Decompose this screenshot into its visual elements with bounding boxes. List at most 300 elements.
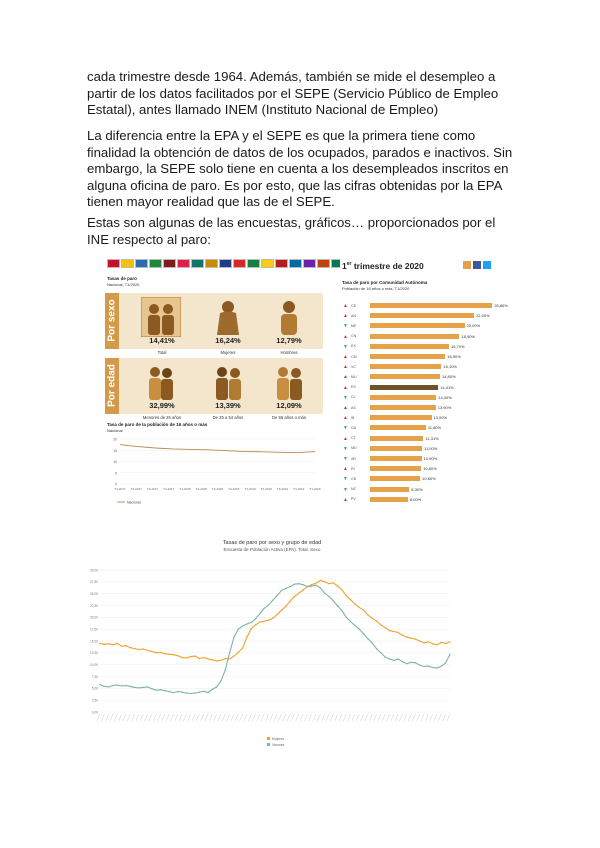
x-tick-mark: [114, 714, 117, 721]
data-point: [259, 621, 260, 622]
flag-icon[interactable]: [275, 259, 288, 268]
data-point: [225, 658, 226, 659]
bar-value: 11,80%: [427, 425, 442, 431]
series-line-varones: [100, 584, 450, 694]
data-point: [410, 662, 411, 663]
x-tick-mark: [404, 714, 407, 721]
x-tick-mark: [395, 714, 398, 721]
data-point: [315, 584, 316, 585]
data-point: [441, 642, 442, 643]
flag-icon[interactable]: [247, 259, 260, 268]
data-point: [376, 620, 377, 621]
data-point: [194, 692, 195, 693]
region-code: RI: [351, 466, 355, 471]
flag-icon[interactable]: [149, 259, 162, 268]
arrow-up-icon: ▲: [343, 415, 348, 422]
bar-row: [340, 323, 518, 329]
data-point: [281, 590, 282, 591]
data-point: [199, 691, 200, 692]
data-point: [233, 655, 234, 656]
national-line-chart: [105, 433, 325, 508]
region-code: CM: [351, 354, 357, 359]
bar-value: 10,80%: [423, 466, 437, 472]
x-tick-mark: [127, 714, 130, 721]
region-code: MU: [351, 374, 357, 379]
x-tick-mark: [391, 714, 394, 721]
data-point: [445, 643, 446, 644]
data-point: [372, 618, 373, 619]
bar: [370, 487, 409, 492]
flag-icon[interactable]: [163, 259, 176, 268]
age-value-senior: 12,09%: [276, 401, 302, 410]
data-point: [203, 657, 204, 658]
legend-swatch: [267, 737, 270, 740]
data-point: [268, 619, 269, 620]
legend-label: Mujeres: [272, 737, 285, 741]
data-point: [147, 650, 148, 651]
data-point: [186, 692, 187, 693]
flag-icon[interactable]: [219, 259, 232, 268]
data-point: [354, 625, 355, 626]
bar: [370, 323, 465, 328]
data-point: [168, 691, 169, 692]
bar-rows: [340, 303, 518, 508]
arrow-up-icon: ▲: [343, 364, 348, 371]
x-tick-mark: [313, 714, 316, 721]
bars-title-sup: er: [346, 261, 352, 268]
data-point: [272, 600, 273, 601]
data-point: [212, 659, 213, 660]
x-tick-mark: [231, 714, 234, 721]
data-point: [242, 647, 243, 648]
data-point: [177, 655, 178, 656]
data-point: [99, 643, 100, 644]
y-tick-label: 17,50: [90, 627, 98, 632]
data-point: [134, 687, 135, 688]
data-point: [268, 604, 269, 605]
x-tick-label: T1-2019: [244, 487, 256, 491]
bar: [370, 415, 432, 420]
bar-value: 14,41%: [440, 384, 454, 390]
flag-icon[interactable]: [289, 259, 302, 268]
region-code: ES: [351, 385, 356, 390]
infographic-title: Tasas de paro: [107, 276, 137, 281]
flag-icon[interactable]: [233, 259, 246, 268]
data-point: [130, 647, 131, 648]
x-tick-mark: [356, 714, 359, 721]
data-point: [246, 637, 247, 638]
data-point: [350, 621, 351, 622]
x-tick-mark: [348, 714, 351, 721]
x-tick-mark: [240, 714, 243, 721]
bar: [370, 446, 422, 451]
data-point: [108, 686, 109, 687]
data-point: [121, 685, 122, 686]
data-point: [419, 640, 420, 641]
data-point: [151, 688, 152, 689]
x-tick-mark: [447, 714, 450, 721]
line-title: Tasa de paro de la población de 16 años o más: [107, 422, 208, 427]
bars-title: [342, 261, 424, 271]
x-tick-mark: [304, 714, 307, 721]
age-label: Por edad: [106, 364, 118, 407]
bar-row: [340, 446, 518, 452]
bar-value: 15,10%: [443, 364, 457, 370]
y-tick-label: 10,00: [90, 662, 98, 667]
x-tick-mark: [322, 714, 325, 721]
data-point: [333, 600, 334, 601]
region-code: EX: [351, 344, 356, 349]
region-code: CE: [351, 303, 356, 308]
flag-icon[interactable]: [107, 259, 120, 268]
data-point: [281, 610, 282, 611]
age-value-adult: 13,39%: [215, 401, 241, 410]
x-tick-mark: [287, 714, 290, 721]
x-tick-label: T4-2017: [163, 487, 175, 491]
data-point: [207, 658, 208, 659]
arrow-down-icon: ▼: [343, 394, 348, 401]
data-point: [263, 608, 264, 609]
bars-subtitle2: Población de 16 años o más, T1/2020: [342, 286, 410, 291]
x-tick-mark: [421, 714, 424, 721]
bar-row: [340, 476, 518, 482]
region-code: AN: [351, 313, 356, 318]
x-tick-mark: [291, 714, 294, 721]
data-point: [315, 583, 316, 584]
y-tick-label: 5: [115, 471, 117, 476]
data-point: [207, 692, 208, 693]
x-tick-mark: [408, 714, 411, 721]
region-code: GA: [351, 425, 357, 430]
sex-label-men: Hombres: [280, 350, 298, 355]
data-point: [216, 686, 217, 687]
x-tick-label: T3-2017: [146, 487, 159, 491]
senior-figure-icon: [269, 362, 309, 402]
sex-age-line-chart: [82, 534, 462, 756]
x-tick-mark: [97, 714, 100, 721]
data-point: [134, 648, 135, 649]
data-point: [112, 685, 113, 686]
flag-icon[interactable]: [191, 259, 204, 268]
bar-row: [340, 313, 518, 319]
x-tick-mark: [296, 714, 299, 721]
x-tick-mark: [166, 714, 169, 721]
data-point: [328, 583, 329, 584]
x-tick-mark: [136, 714, 139, 721]
x-tick-label: T3-2018: [211, 487, 224, 491]
data-point: [177, 691, 178, 692]
data-point: [272, 618, 273, 619]
region-code: VC: [351, 364, 356, 369]
data-point: [415, 662, 416, 663]
arrow-up-icon: ▲: [343, 303, 348, 309]
y-tick-label: 5,00: [91, 686, 98, 691]
x-tick-mark: [196, 714, 199, 721]
bar: [370, 456, 422, 461]
flag-icon[interactable]: [261, 259, 274, 268]
ine-infographic: [105, 253, 325, 508]
data-point: [225, 669, 226, 670]
bar: [370, 385, 438, 390]
x-tick-mark: [253, 714, 256, 721]
x-tick-mark: [343, 714, 346, 721]
data-point: [251, 622, 252, 623]
data-point: [186, 657, 187, 658]
data-point: [406, 663, 407, 664]
arrow-up-icon: ▲: [343, 354, 348, 360]
bar-value: 25,86%: [494, 303, 508, 308]
data-point: [238, 652, 239, 653]
bar: [370, 374, 440, 379]
x-tick-mark: [119, 714, 122, 721]
x-tick-mark: [214, 714, 217, 721]
bar: [370, 466, 421, 471]
x-tick-mark: [205, 714, 208, 721]
data-point: [320, 587, 321, 588]
data-point: [393, 631, 394, 632]
group-figure-icon: [141, 297, 181, 337]
bar-value: 15,90%: [447, 354, 461, 359]
bar-row: [340, 456, 518, 462]
paragraph-3: Estas son algunas de las encuestas, gráficos… proporcionados por el INE respecto al paro:: [87, 215, 496, 247]
data-point: [346, 595, 347, 596]
x-tick-mark: [145, 714, 148, 721]
data-point: [393, 660, 394, 661]
data-point: [199, 658, 200, 659]
data-point: [363, 633, 364, 634]
bar: [370, 395, 436, 400]
flag-icon[interactable]: [303, 259, 316, 268]
data-point: [99, 684, 100, 685]
data-point: [363, 610, 364, 611]
data-point: [138, 649, 139, 650]
arrow-up-icon: ▲: [343, 435, 348, 442]
data-point: [337, 585, 338, 586]
bar-value: 14,00%: [438, 394, 452, 400]
x-tick-mark: [257, 714, 260, 721]
region-code: MD: [351, 446, 357, 451]
data-point: [337, 605, 338, 606]
series-line-mujeres: [100, 580, 450, 661]
data-point: [423, 666, 424, 667]
data-point: [285, 588, 286, 589]
data-point: [233, 637, 234, 638]
regional-bars-panel: [340, 253, 518, 511]
y-tick-label: 15: [113, 448, 117, 453]
age-label-young: Menores de 25 años: [142, 415, 182, 420]
data-point: [380, 652, 381, 653]
x-tick-mark: [309, 714, 312, 721]
data-point: [121, 646, 122, 647]
bar: [370, 405, 436, 410]
data-point: [125, 645, 126, 646]
bar: [370, 436, 423, 441]
y-tick-label: 0: [115, 482, 117, 487]
bar-row: [340, 354, 518, 360]
x-tick-mark: [175, 714, 178, 721]
data-point: [359, 628, 360, 629]
young-figure-icon: [141, 362, 181, 402]
data-point: [302, 584, 303, 585]
y-tick-label: 10: [113, 460, 117, 464]
sex-value-women: 16,24%: [215, 336, 241, 345]
bar-row: [340, 364, 518, 370]
bars-subtitle: Tasa de paro por Comunidad Autónoma: [342, 280, 428, 285]
share-icons: [463, 261, 491, 269]
bar: [370, 334, 459, 339]
x-tick-mark: [434, 714, 437, 721]
bar-value: 13,90%: [437, 405, 452, 410]
arrow-down-icon: ▼: [343, 323, 348, 330]
x-tick-mark: [101, 714, 104, 721]
data-point: [289, 586, 290, 587]
line-subtitle: Nacional: [107, 428, 123, 433]
arrow-up-icon: ▲: [343, 333, 348, 340]
bar-value: 14,80%: [442, 374, 456, 380]
x-tick-mark: [278, 714, 281, 721]
data-point: [276, 614, 277, 615]
arrow-up-icon: ▲: [343, 496, 348, 503]
x-tick-mark: [170, 714, 173, 721]
x-tick-label: T1-2018: [179, 487, 191, 491]
arrow-down-icon: ▼: [343, 476, 348, 483]
data-point: [143, 687, 144, 688]
x-tick-mark: [443, 714, 446, 721]
arrow-down-icon: ▼: [343, 343, 348, 350]
data-point: [402, 635, 403, 636]
data-point: [229, 652, 230, 653]
data-point: [445, 662, 446, 663]
x-tick-mark: [149, 714, 152, 721]
arrow-up-icon: ▲: [343, 405, 348, 411]
region-code: CT: [351, 436, 356, 441]
bar: [370, 497, 408, 502]
sex-label: Por sexo: [106, 299, 118, 342]
bar-row: [340, 466, 518, 472]
data-point: [285, 606, 286, 607]
data-point: [251, 628, 252, 629]
legend-label: Varones: [272, 743, 285, 747]
bar-value: 8,30%: [411, 486, 423, 492]
arrow-up-icon: ▲: [343, 374, 348, 381]
data-point: [397, 632, 398, 633]
data-point: [436, 667, 437, 668]
flag-icon[interactable]: [135, 259, 148, 268]
data-point: [415, 638, 416, 639]
region-code: CL: [351, 395, 356, 400]
sex-label-women: Mujeres: [220, 350, 236, 355]
x-tick-label: T1-2017: [114, 487, 126, 491]
y-tick-label: 7,50: [91, 674, 98, 679]
x-tick-mark: [209, 714, 212, 721]
home-icon[interactable]: [463, 261, 471, 269]
data-point: [117, 643, 118, 644]
data-point: [263, 620, 264, 621]
data-point: [255, 624, 256, 625]
x-tick-mark: [378, 714, 381, 721]
sex-value-total: 14,41%: [149, 336, 175, 345]
arrow-up-icon: ▲: [343, 384, 348, 391]
data-point: [307, 586, 308, 587]
infographic-subtitle: Nacional, T1/2020: [107, 282, 140, 287]
data-point: [350, 599, 351, 600]
x-tick-mark: [412, 714, 415, 721]
region-code: NC: [351, 487, 357, 492]
bar-value: 11,00%: [424, 445, 438, 451]
data-point: [164, 653, 165, 654]
bar-row: [340, 303, 518, 309]
bar-row: [340, 415, 518, 421]
data-point: [380, 624, 381, 625]
x-tick-label: T2-2018: [195, 487, 207, 491]
data-point: [341, 610, 342, 611]
twitter-icon[interactable]: [483, 261, 491, 269]
region-code: AS: [351, 405, 356, 410]
bar-value: 18,90%: [461, 333, 475, 339]
region-code: CB: [351, 476, 356, 481]
bar-value: 10,90%: [423, 456, 438, 461]
data-point: [238, 628, 239, 629]
y-tick-label: 12,50: [90, 651, 98, 656]
data-point: [259, 613, 260, 614]
x-tick-mark: [162, 714, 165, 721]
data-point: [432, 667, 433, 668]
x-tick-mark: [335, 714, 338, 721]
x-tick-mark: [326, 714, 329, 721]
sex-band: [105, 293, 323, 349]
x-tick-label: T4-2019: [293, 487, 305, 491]
data-point: [346, 617, 347, 618]
data-point: [108, 643, 109, 644]
data-point: [125, 685, 126, 686]
sex-value-men: 12,79%: [276, 336, 302, 345]
bar: [370, 476, 420, 481]
x-tick-mark: [106, 714, 109, 721]
data-point: [441, 665, 442, 666]
flag-icon[interactable]: [205, 259, 218, 268]
x-tick-mark: [110, 714, 113, 721]
data-point: [384, 627, 385, 628]
data-point: [181, 657, 182, 658]
bar: [370, 364, 441, 369]
arrow-up-icon: ▲: [343, 466, 348, 473]
data-point: [203, 690, 204, 691]
y-tick-label: 2,50: [91, 698, 98, 703]
man-figure-icon: [269, 297, 309, 337]
x-tick-label: T2-2019: [260, 487, 272, 491]
data-point: [311, 584, 312, 585]
data-point: [173, 654, 174, 655]
bar: [370, 425, 426, 430]
flag-icon[interactable]: [177, 259, 190, 268]
bar-row: [340, 425, 518, 431]
flag-icon[interactable]: [317, 259, 330, 268]
chart-title: Tasas de paro por sexo y grupo de edad: [222, 540, 322, 546]
data-point: [212, 689, 213, 690]
flag-icon[interactable]: [121, 259, 134, 268]
y-tick-label: 20,00: [90, 615, 98, 620]
x-tick-mark: [266, 714, 269, 721]
x-tick-mark: [365, 714, 368, 721]
data-point: [397, 658, 398, 659]
adult-figure-icon: [208, 362, 248, 402]
data-point: [324, 581, 325, 582]
data-point: [328, 596, 329, 597]
facebook-icon[interactable]: [473, 261, 481, 269]
bar-value: 22,00%: [476, 313, 490, 319]
age-label-senior: De 55 años o más: [272, 415, 306, 420]
arrow-down-icon: ▼: [343, 456, 348, 462]
